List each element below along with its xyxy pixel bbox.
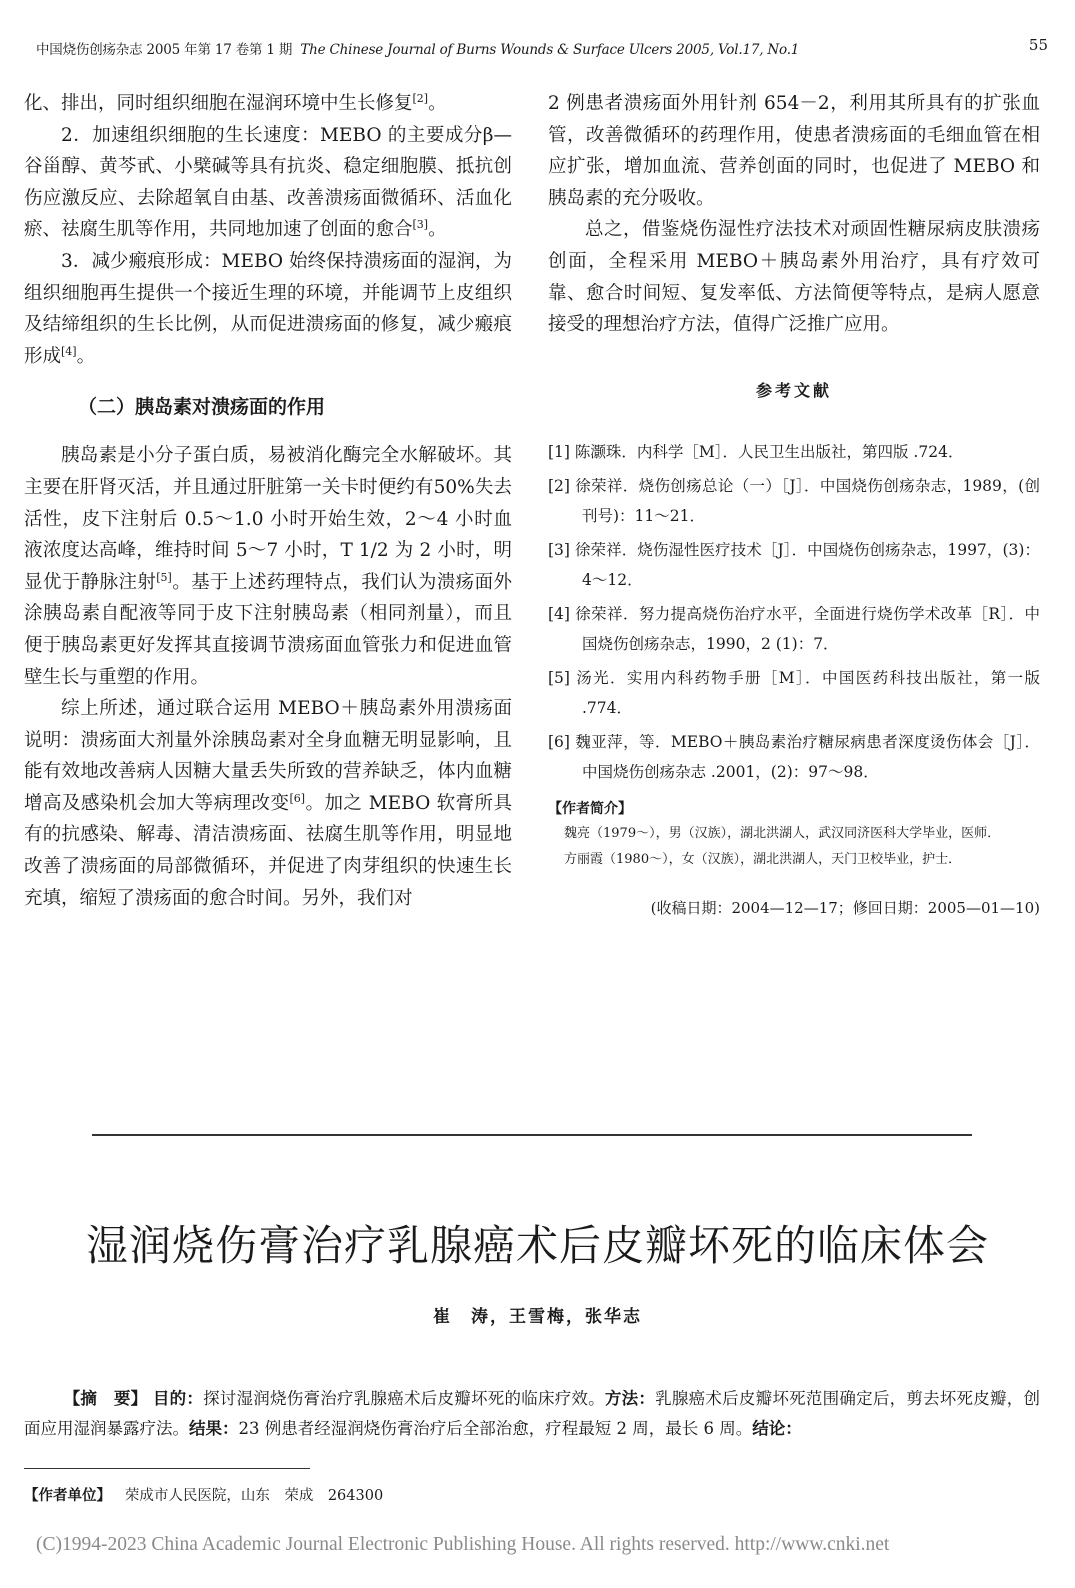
result-text: 23 例患者经湿润烧伤膏治疗后全部治愈，疗程最短 2 周，最长 6 周。 — [238, 1419, 753, 1438]
objective-text: 探讨湿润烧伤膏治疗乳腺癌术后皮瓣坏死的临床疗效。 — [203, 1389, 605, 1408]
author-bio: 方丽霞（1980～），女（汉族），湖北洪湖人，天门卫校毕业，护士． — [564, 851, 962, 867]
paragraph-text: 。基于上述药理特点，我们认为溃疡面外涂胰岛素自配液等同于皮下注射胰岛素（相同剂量），而且便于胰岛素更好发挥其直接调节溃疡面血管张力和促进血管壁生长与重塑的作用。 — [24, 571, 512, 688]
paragraph-text: 化、排出，同时组织细胞在湿润环境中生长修复 — [24, 93, 413, 114]
citation: [6] — [289, 791, 306, 805]
journal-en: The Chinese Journal of Burns Wounds & Surface Ulcers 2005, Vol.17, No.1 — [300, 42, 800, 58]
paragraph-text: 胰岛素是小分子蛋白质，易被消化酶完全水解破坏。其主要在肝肾灭活，并且通过肝脏第一关卡时便约有50%失去活性，皮下注射后 0.5～1.0 小时开始生效，2～4 小时血液浓度达高峰，维持时间 5～7 小时，T 1/2 为 2 小时，明显优于静脉注射 — [24, 445, 512, 593]
reference-item: [2] 徐荣祥．烧伤创疡总论（一）［J］．中国烧伤创疡杂志，1989，(创刊号)：11～21． — [548, 476, 1040, 525]
right-column — [548, 88, 1040, 921]
journal-cn: 中国烧伤创疡杂志 2005 年第 17 卷第 1 期 — [36, 42, 293, 58]
author-bio-heading: 【作者简介】 — [548, 800, 632, 817]
objective-label: 目的： — [152, 1389, 204, 1408]
paragraph — [24, 440, 512, 693]
result-label: 结果： — [189, 1419, 239, 1438]
copyright-watermark: (C)1994-2023 China Academic Journal Electronic Publishing House. All rights reserved. http://www.cnki.net — [36, 1534, 890, 1555]
method-label: 方法： — [604, 1389, 656, 1408]
affiliation-footnote — [24, 1484, 383, 1505]
abstract-label: 【摘 要】 — [63, 1389, 148, 1408]
author-bio: 魏亮（1979～），男（汉族），湖北洪湖人，武汉同济医科大学毕业，医师． — [564, 825, 1001, 841]
article-divider — [92, 1134, 972, 1136]
reference-item: [6] 魏亚萍，等．MEBO＋胰岛素治疗糖尿病患者深度烫伤体会［J］．中国烧伤创疡杂志 .2001，(2)：97～98． — [548, 732, 1040, 781]
paragraph — [24, 120, 512, 246]
reference-item: [3] 徐荣祥．烧伤湿性医疗技术［J］．中国烧伤创疡杂志，1997，(3)：4～12． — [548, 540, 1040, 589]
reference-item: [1] 陈灏珠．内科学［M］．人民卫生出版社，第四版 .724． — [548, 442, 964, 461]
affiliation-label: 【作者单位】 — [24, 1488, 111, 1504]
running-header — [36, 36, 1048, 60]
abstract — [24, 1384, 1040, 1444]
paragraph-text: 3．减少瘢痕形成：MEBO 始终保持溃疡面的湿润，为组织细胞再生提供一个接近生理的环境，并能调节上皮组织及结缔组织的生长比例，从而促进溃疡面的修复，减少瘢痕形成 — [24, 250, 512, 367]
conclusion-label: 结论： — [752, 1419, 802, 1438]
paragraph-text: 2．加速组织细胞的生长速度：MEBO 的主要成分β—谷甾醇、黄芩甙、小檗碱等具有抗炎、稳定细胞膜、抵抗创伤应激反应、去除超氧自由基、改善溃疡面微循环、活血化瘀、祛腐生肌等作用，共同地加速了创面的愈合 — [24, 124, 512, 241]
paragraph-text: 。 — [428, 93, 447, 114]
affiliation-text: 荣成市人民医院，山东 荣成 264300 — [124, 1488, 384, 1504]
citation: [2] — [412, 91, 429, 105]
reference-item: [5] 汤光．实用内科药物手册［M］．中国医药科技出版社，第一版 .774． — [548, 668, 1040, 717]
citation: [3] — [412, 218, 429, 232]
article-authors: 崔 涛，王雪梅，张华志 — [433, 1307, 642, 1327]
paragraph-text: 。 — [428, 219, 447, 241]
paragraph: 2 例患者溃疡面外用针剂 654－2，利用其所具有的扩张血管，改善微循环的药理作用，使患者溃疡面的毛细血管在相应扩张，增加血流、营养创面的同时，也促进了 MEBO 和胰岛素的充分吸收。 — [548, 93, 1040, 209]
section-subheading: （二）胰岛素对溃疡面的作用 — [78, 396, 326, 419]
paragraph-text: 综上所述，通过联合运用 MEBO＋胰岛素外用溃疡面说明：溃疡面大剂量外涂胰岛素对全身血糖无明显影响，且能有效地改善病人因糖大量丢失所致的营养缺乏，体内血糖增高及感染机会加大等病理改变 — [24, 698, 512, 814]
received-dates: (收稿日期：2004—12—17；修回日期：2005—01—10) — [650, 898, 1040, 917]
reference-list — [548, 437, 1040, 787]
journal-citation — [36, 38, 799, 58]
references-heading: 参考文献 — [755, 380, 832, 400]
paragraph: 总之，借鉴烧伤湿性疗法技术对顽固性糖尿病皮肤溃疡创面，全程采用 MEBO＋胰岛素外用治疗，具有疗效可靠、愈合时间短、复发率低、方法简便等特点，是病人愿意接受的理想治疗方法，值得广泛推广应用。 — [548, 219, 1040, 336]
citation: [5] — [156, 570, 172, 584]
left-column — [24, 88, 512, 914]
reference-item: [4] 徐荣祥．努力提高烧伤治疗水平，全面进行烧伤学术改革［R］．中国烧伤创疡杂志，1990，2 (1)：7． — [548, 604, 1040, 653]
paragraph — [24, 88, 512, 120]
paragraph — [24, 693, 512, 914]
citation: [4] — [61, 344, 77, 358]
page-number: 55 — [1028, 36, 1048, 54]
paragraph-text: 。加之 MEBO 软膏所具有的抗感染、解毒、清洁溃疡面、祛腐生肌等作用，明显地改善了溃疡面的局部微循环，并促进了肉芽组织的快速生长充填，缩短了溃疡面的愈合时间。另外，我们对 — [24, 792, 512, 909]
method-text: 乳腺癌术后皮瓣坏死范围确定后，剪去坏死皮瓣，创面应用湿润暴露疗法。 — [24, 1389, 1041, 1438]
paragraph — [24, 246, 512, 372]
article-title: 湿润烧伤膏治疗乳腺癌术后皮瓣坏死的临床体会 — [85, 1221, 989, 1270]
footnote-rule — [24, 1468, 310, 1469]
paragraph-text: 。 — [76, 345, 96, 367]
